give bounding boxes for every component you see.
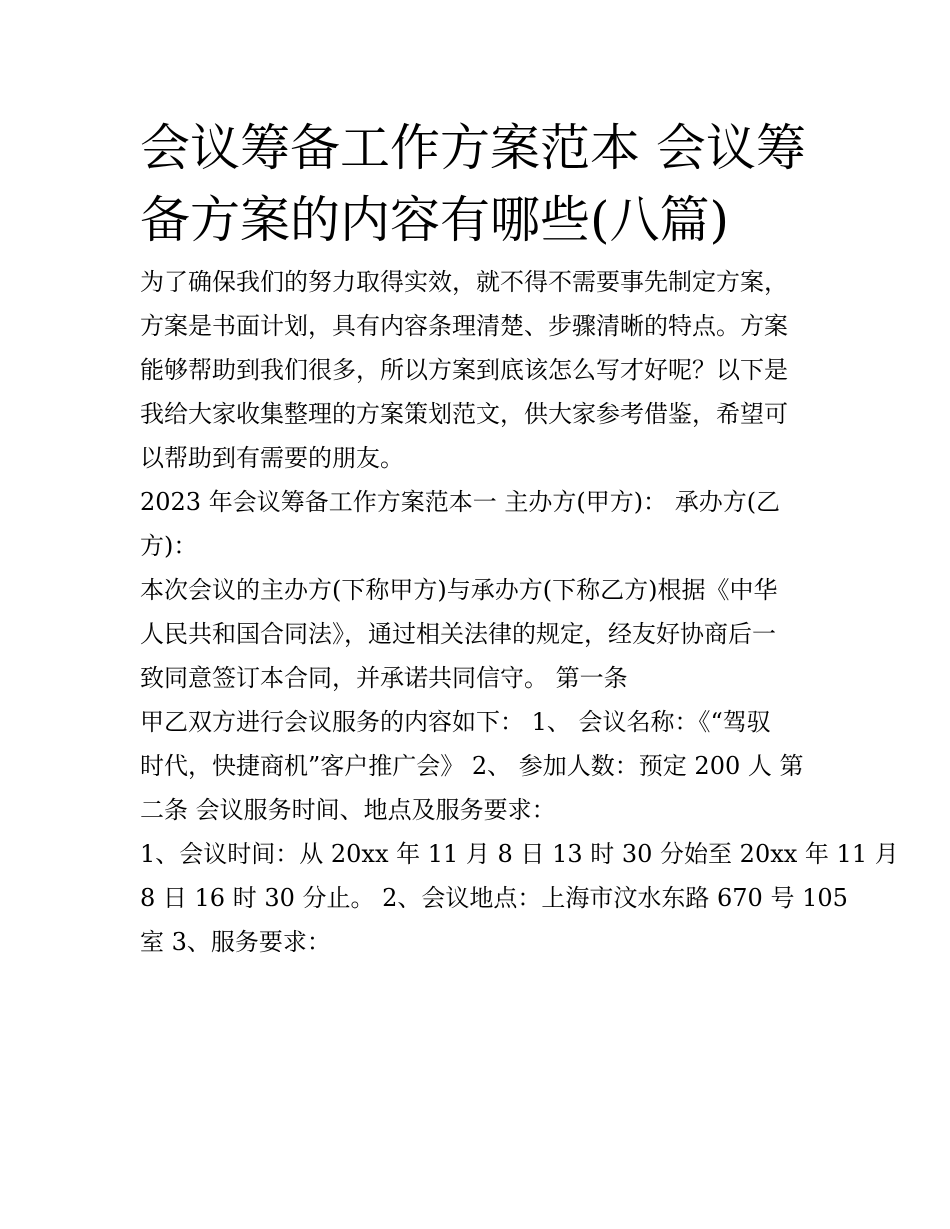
contract-intro-paragraph xyxy=(140,568,820,700)
text-line: 二条 会议服务时间、地点及服务要求： xyxy=(140,796,556,824)
title-line: 备方案的内容有哪些(八篇) xyxy=(140,191,730,249)
document-page xyxy=(140,112,899,964)
meeting-time-paragraph xyxy=(140,832,899,964)
text-line: 本次会议的主办方(下称甲方)与承办方(下称乙方)根据《中华 xyxy=(140,576,778,604)
text-line: 方案是书面计划，具有内容条理清楚、步骤清晰的特点。方案 xyxy=(140,312,788,340)
text-line: 能够帮助到我们很多，所以方案到底该怎么写才好呢？以下是 xyxy=(140,356,788,384)
text-line: 为了确保我们的努力取得实效，就不得不需要事先制定方案， xyxy=(140,268,788,296)
text-line: 8 日 16 时 30 分止。 2、会议地点：上海市汶水东路 670 号 105 xyxy=(140,884,848,912)
service-content-paragraph xyxy=(140,700,820,832)
title-line: 会议筹备工作方案范本 会议筹 xyxy=(140,119,806,177)
text-line: 甲乙双方进行会议服务的内容如下： 1、 会议名称：《“驾驭 xyxy=(140,708,771,736)
text-line: 我给大家收集整理的方案策划范文，供大家参考借鉴，希望可 xyxy=(140,400,788,428)
text-line: 时代，快捷商机”客户推广会》 2、 参加人数：预定 200 人 第 xyxy=(140,752,804,780)
text-line: 室 3、服务要求： xyxy=(140,928,331,956)
text-line: 1、会议时间：从 20xx 年 11 月 8 日 13 时 30 分始至 20xx 年 11 月 xyxy=(140,840,899,868)
text-line: 2023 年会议筹备工作方案范本一 主办方(甲方)： 承办方(乙 xyxy=(140,488,781,516)
intro-paragraph xyxy=(140,260,820,480)
document-title xyxy=(140,112,820,256)
text-line: 方)： xyxy=(140,532,198,560)
text-line: 致同意签订本合同，并承诺共同信守。 第一条 xyxy=(140,664,628,692)
section-heading-paragraph xyxy=(140,480,820,568)
text-line: 以帮助到有需要的朋友。 xyxy=(140,444,404,472)
text-line: 人民共和国合同法》，通过相关法律的规定，经友好协商后一 xyxy=(140,620,776,648)
